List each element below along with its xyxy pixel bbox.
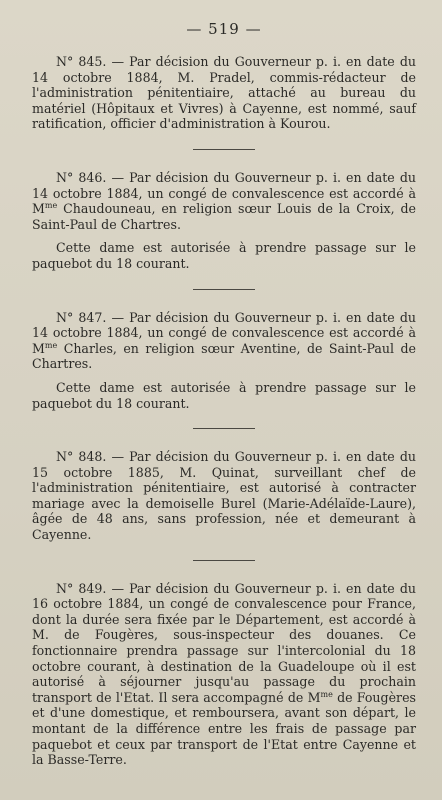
section-divider xyxy=(193,560,255,561)
entry-paragraph: N° 845. — Par décision du Gouverneur p. i. en date du 14 octobre 1884, M. Pradel, commis-rédacteur de l'administration pénitentiaire, attaché au bureau du matériel (Hôpitaux et Vivres) à Cayenne, est nommé, sauf ratification, officier d'administration à Kourou. xyxy=(32,54,416,132)
entry-paragraph: Cette dame est autorisée à prendre passage sur le paquebot du 18 courant. xyxy=(32,379,416,411)
entry-paragraph: N° 847. — Par décision du Gouverneur p. i. en date du 14 octobre 1884, un congé de convalescence est accordé à $M^{me}$ Charles, en religion sœur Aventine, de Saint-Paul de Chartres. xyxy=(32,309,416,372)
entry-846 xyxy=(32,170,416,272)
entry-845 xyxy=(32,54,416,132)
entry-paragraph: Cette dame est autorisée à prendre passage sur le paquebot du 18 courant. xyxy=(32,240,416,271)
section-divider xyxy=(193,149,255,150)
section-divider xyxy=(193,289,255,290)
section-divider xyxy=(193,428,255,429)
entry-847 xyxy=(32,310,416,412)
entry-848 xyxy=(32,449,416,543)
entry-paragraph: N° 848. — Par décision du Gouverneur p. i. en date du 15 octobre 1885, M. Quinat, surveillant chef de l'administration pénitentiaire, est autorisé à contracter mariage avec la demoiselle Burel (Marie-Adélaïde-Laure), âgée de 48 ans, sans profession, née et demeurant à Cayenne. xyxy=(32,449,416,543)
page-number: — 519 — xyxy=(186,20,262,38)
entry-paragraph: N° 846. — Par décision du Gouverneur p. i. en date du 14 octobre 1884, un congé de convalescence est accordé à $M^{me}$ Chaudouneau, en religion sœur Louis de la Croix, de Saint-Paul de Chartres. xyxy=(32,169,416,232)
entry-paragraph: N° 849. — Par décision du Gouverneur p. i. en date du 16 octobre 1884, un congé de convalescence pour France, dont la durée sera fixée par le Département, est accordé à M. de Fougères, sous-inspecteur des douanes. Ce fonctionnaire prendra passage sur l'intercolonial du 18 octobre courant, à destination de la Guadeloupe où il est autorisé à séjourner jusqu'au passage du prochain transport de l'Etat. Il sera accompagné de $M^{me}$ de Fougères et d'une domestique, et remboursera, avant son départ, le montant de la différence entre les frais de passage par paquebot et ceux par transport de l'Etat entre Cayenne et la Basse-Terre. xyxy=(32,580,416,768)
entry-849 xyxy=(32,581,416,768)
